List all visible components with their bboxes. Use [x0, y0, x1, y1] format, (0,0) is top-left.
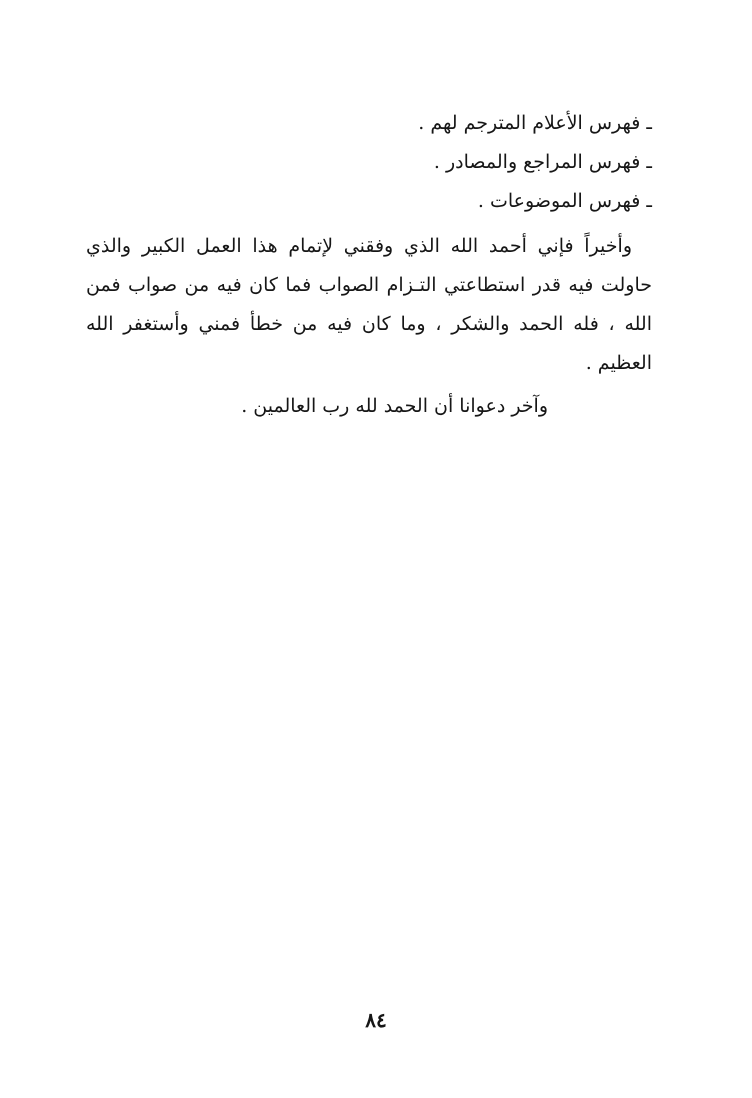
page-number: ٨٤	[365, 1008, 387, 1032]
conclusion-paragraph: وأخيراً فإني أحمد الله الذي وفقني لإتمام هذا العمل الكبير والذي حاولت فيه قدر استطاعتي التـزام الصواب فما كان فيه من صواب فمن الله ، فله الحمد والشكر ، وما كان فيه من خطأ فمني وأستغفر الله العظيم .	[86, 235, 652, 374]
index-list-item-topics: ـ فهرس الموضوعات .	[477, 190, 652, 212]
index-list-item-sources: ـ فهرس المراجع والمصادر .	[433, 151, 652, 173]
page-text-block	[86, 104, 652, 426]
index-list-item-people: ـ فهرس الأعلام المترجم لهم .	[418, 112, 652, 134]
closing-prayer: وآخر دعوانا أن الحمد لله رب العالمين .	[241, 395, 548, 417]
